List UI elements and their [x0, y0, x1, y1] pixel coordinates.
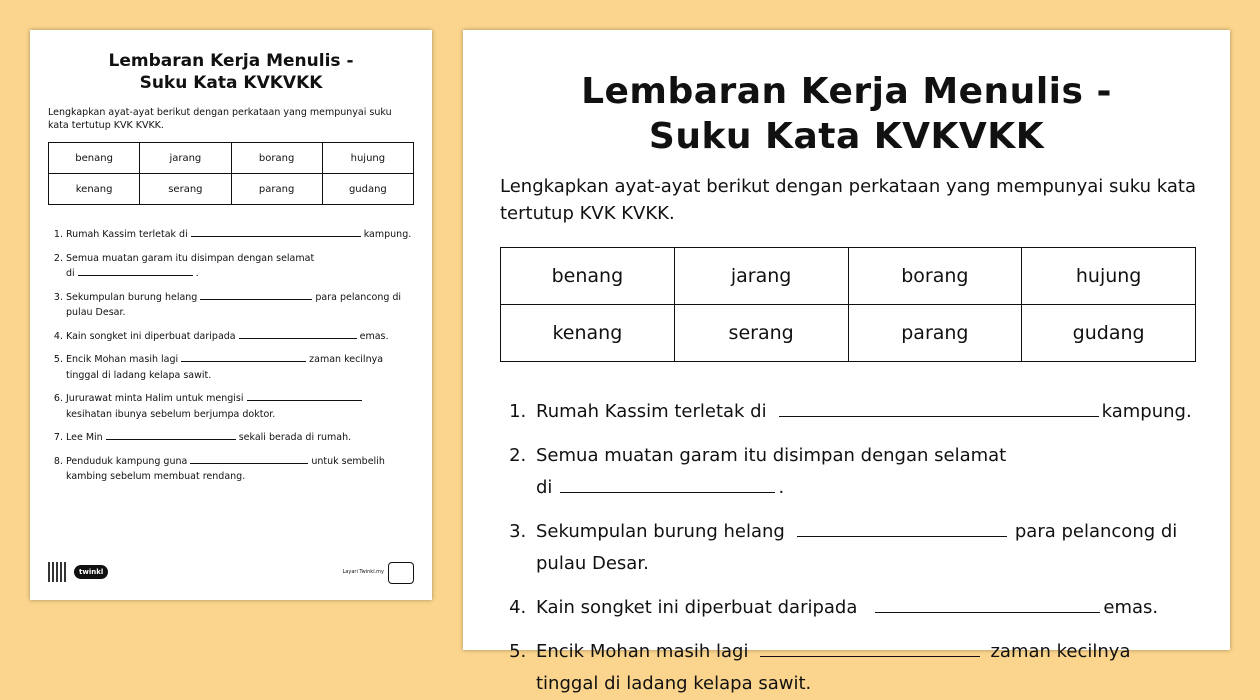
qr-code-icon: [48, 562, 68, 582]
table-row: [49, 143, 414, 174]
list-item: 1. Rumah Kassim terletak di kampung.: [66, 227, 416, 243]
instruction-text: Lengkapkan ayat-ayat berikut dengan perkataan yang mempunyai suku kata tertutup KVK KVKK.: [48, 107, 392, 131]
word-cell: gudang: [322, 174, 413, 205]
word-cell: borang: [848, 248, 1022, 305]
answer-blank[interactable]: [191, 235, 361, 237]
worksheet-title: Lembaran Kerja Menulis - Suku Kata KVKVKK: [581, 71, 1112, 157]
list-item: 5. Encik Mohan masih lagi zaman kecilnya tinggal di ladang kelapa sawit.: [66, 352, 416, 383]
answer-blank[interactable]: [560, 491, 775, 493]
answer-blank[interactable]: [106, 438, 236, 440]
worksheet-zoomed: [463, 30, 1230, 694]
instruction-text: Lengkapkan ayat-ayat berikut dengan perkataan yang mempunyai suku kata tertutup KVK KVKK.: [500, 176, 1196, 224]
worksheet-footer: [48, 562, 414, 584]
word-cell: borang: [231, 143, 322, 174]
answer-blank[interactable]: [247, 399, 362, 401]
answer-blank[interactable]: [200, 298, 312, 300]
worksheet-thumbnail: [30, 30, 432, 600]
word-bank-table: [48, 142, 414, 205]
list-item: 4. Kain songket ini diperbuat daripada emas.: [66, 329, 416, 345]
sentence-list: [463, 396, 1230, 700]
word-cell: gudang: [1022, 305, 1196, 362]
list-item: 2. Semua muatan garam itu disimpan dengan selamat di .: [532, 440, 1200, 504]
answer-blank[interactable]: [779, 415, 1099, 417]
word-cell: jarang: [674, 248, 848, 305]
list-item: 2. Semua muatan garam itu disimpan dengan selamat di .: [66, 251, 416, 282]
table-row: [49, 174, 414, 205]
list-item: 7. Lee Min sekali berada di rumah.: [66, 430, 416, 446]
worksheet-title: Lembaran Kerja Menulis - Suku Kata KVKVKK: [108, 51, 354, 93]
word-cell: serang: [674, 305, 848, 362]
word-cell: parang: [231, 174, 322, 205]
word-cell: benang: [49, 143, 140, 174]
sentence-list: [30, 227, 432, 485]
word-cell: hujung: [322, 143, 413, 174]
answer-blank[interactable]: [875, 611, 1100, 613]
answer-blank[interactable]: [181, 360, 306, 362]
website-text: Layari Twinkl.my: [342, 569, 384, 575]
twinkl-logo: twinkl: [74, 565, 108, 579]
word-cell: jarang: [140, 143, 231, 174]
answer-blank[interactable]: [239, 337, 357, 339]
answer-blank[interactable]: [760, 655, 980, 657]
list-item: 3. Sekumpulan burung helang para pelancong di pulau Desar.: [66, 290, 416, 321]
list-item: 1. Rumah Kassim terletak di kampung.: [532, 396, 1200, 428]
table-row: [501, 305, 1196, 362]
word-cell: parang: [848, 305, 1022, 362]
word-cell: benang: [501, 248, 675, 305]
brand-badge-icon: [388, 562, 414, 584]
word-cell: serang: [140, 174, 231, 205]
list-item: 5. Encik Mohan masih lagi zaman kecilnya tinggal di ladang kelapa sawit.: [532, 636, 1200, 700]
list-item: 3. Sekumpulan burung helang para pelancong di pulau Desar.: [532, 516, 1200, 580]
list-item: 4. Kain songket ini diperbuat daripada emas.: [532, 592, 1200, 624]
list-item: 6. Jururawat minta Halim untuk mengisi kesihatan ibunya sebelum berjumpa doktor.: [66, 391, 416, 422]
word-cell: hujung: [1022, 248, 1196, 305]
list-item: 8. Penduduk kampung guna untuk sembelih kambing sebelum membuat rendang.: [66, 454, 416, 485]
answer-blank[interactable]: [797, 535, 1007, 537]
answer-blank[interactable]: [190, 462, 308, 464]
answer-blank[interactable]: [78, 274, 193, 276]
word-bank-table: [500, 247, 1196, 362]
word-cell: kenang: [501, 305, 675, 362]
table-row: [501, 248, 1196, 305]
word-cell: kenang: [49, 174, 140, 205]
